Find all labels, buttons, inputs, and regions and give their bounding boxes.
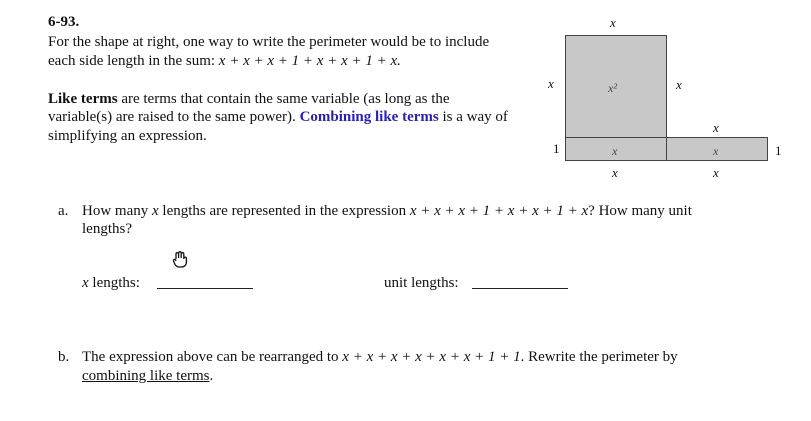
part-b-text-2: . Rewrite the perimeter by — [520, 349, 678, 365]
intro-expression: x + x + x + 1 + x + x + 1 + x. — [218, 53, 401, 69]
part-b-line-2 — [82, 367, 213, 386]
small-tile-label-2: x — [713, 144, 719, 158]
part-a-expression: x + x + x + 1 + x + x + 1 + x — [409, 203, 589, 219]
like-terms-text-2b: is a way of — [438, 109, 508, 125]
x-lengths-var: x — [82, 275, 89, 291]
part-a-question-line-1 — [82, 202, 692, 221]
left-one-label: 1 — [553, 141, 560, 156]
part-b-expression: x + x + x + x + x + x + 1 + 1 — [342, 349, 521, 365]
problem-number: 6-93. — [48, 14, 80, 30]
part-a-text-2: lengths are represented in the expression — [158, 203, 410, 219]
intro-line-2 — [48, 52, 401, 71]
right-x-label: x — [676, 77, 682, 92]
x-lengths-text: lengths: — [88, 275, 140, 291]
part-b-period: . — [209, 368, 214, 384]
like-terms-text-2a: variable(s) are raised to the same power). — [48, 109, 300, 125]
top-x-label: x — [610, 15, 616, 30]
like-terms-line-2 — [48, 108, 508, 127]
unit-lengths-label: unit lengths: — [384, 275, 459, 291]
combining-like-terms-term: combining like terms — [82, 368, 210, 384]
right-one-label: 1 — [775, 143, 782, 158]
left-x-label: x — [548, 76, 554, 91]
like-terms-label: Like terms — [48, 91, 118, 107]
bottom-x-label-1: x — [612, 165, 618, 180]
x-lengths-label — [82, 274, 140, 293]
intro-line-1: For the shape at right, one way to write the perimeter would be to include — [48, 34, 490, 50]
intro-line-2-prefix: each side length in the sum: — [48, 53, 219, 69]
like-terms-line-3: simplifying an expression. — [48, 128, 207, 144]
part-a-var: x — [152, 203, 159, 219]
part-b-letter: b. — [58, 349, 70, 365]
unit-lengths-answer-blank[interactable] — [472, 288, 568, 289]
hand-cursor-icon — [172, 250, 188, 273]
small-tile-label-1: x — [612, 144, 618, 158]
part-b-line-1 — [82, 348, 678, 367]
part-a-text-3: ? How many unit — [588, 203, 692, 219]
part-a-text-1: How many — [82, 203, 152, 219]
bottom-x-label-2: x — [713, 165, 719, 180]
part-b-text-1: The expression above can be rearranged to — [82, 349, 343, 365]
like-terms-line-1 — [48, 90, 450, 109]
combining-like-terms-label: Combining like terms — [299, 109, 439, 125]
like-terms-text: are terms that contain the same variable (as long as the — [117, 91, 450, 107]
middle-x-label: x — [713, 120, 719, 135]
big-tile-label: x² — [608, 81, 617, 95]
x-lengths-answer-blank[interactable] — [157, 288, 253, 289]
part-a-letter: a. — [58, 203, 69, 219]
part-a-question-line-2: lengths? — [82, 221, 132, 237]
